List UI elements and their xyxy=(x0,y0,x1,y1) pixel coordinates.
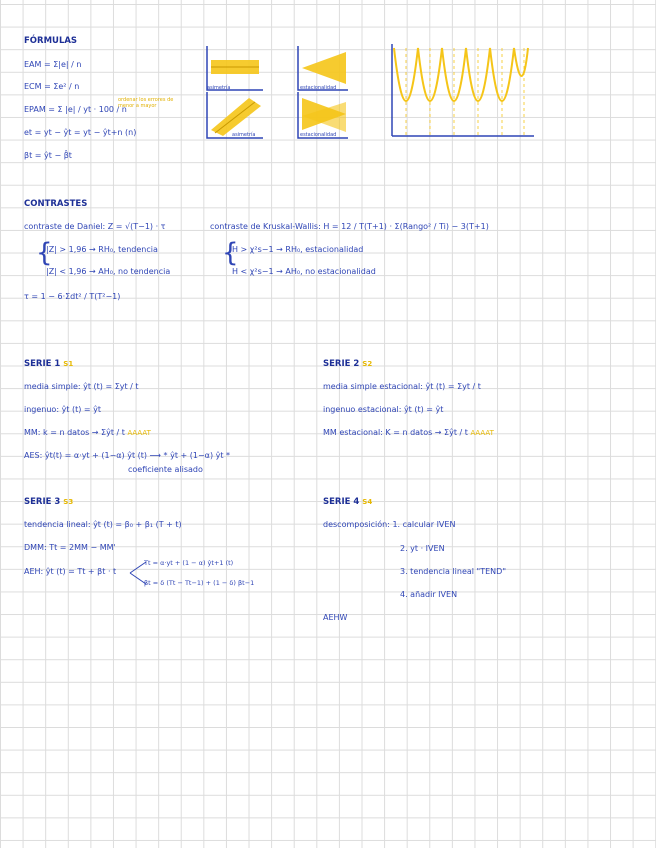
serie4-line4: 4. añadir IVEN xyxy=(400,590,458,599)
formula-epam: EPAM = Σ |e| / yt · 100 / n xyxy=(24,105,127,114)
kruskal-brace: { xyxy=(222,238,239,268)
formula-et: et = yt − ŷt = yt − ŷt+n (n) xyxy=(24,128,137,137)
serie2-tag: S2 xyxy=(362,360,373,368)
serie2-line3-text: MM estacional: K = n datos → Σŷt / t xyxy=(323,428,468,437)
contraste-kruskal: contraste de Kruskal-Wallis: H = 12 / T(T+1) · Σ(Rango² / Ti) − 3(T+1) xyxy=(210,222,489,231)
estacionalidad-label-2: estacionalidad xyxy=(300,132,337,138)
asimetria-label: asimetría xyxy=(207,85,231,91)
daniel-brace: { xyxy=(36,238,53,268)
serie4-tag: S4 xyxy=(362,498,373,506)
asimetria-sketch xyxy=(205,46,265,141)
serie2-line3-tag: AAAAT xyxy=(470,429,494,437)
estacionalidad-label: estacionalidad xyxy=(300,85,337,91)
formula-tau: τ = 1 − 6·Σdt² / T(T²−1) xyxy=(24,292,121,301)
kruskal-case-a: H > χ²s−1 → RH₀, estacionalidad xyxy=(232,245,364,254)
daniel-case-b: |Z| < 1,96 → AH₀, no tendencia xyxy=(46,267,171,276)
serie1-line3 xyxy=(24,428,151,438)
serie3-title xyxy=(24,497,73,507)
serie3-line2: DMM: Tt = 2MM − MM' xyxy=(24,543,116,552)
serie3-line3: AEH: ŷt (t) = Tt + βt · t xyxy=(24,567,117,576)
serie2-title-text: SERIE 2 xyxy=(323,359,360,369)
contraste-daniel: contraste de Daniel: Z = √(T−1) · τ xyxy=(24,222,166,231)
serie2-line3 xyxy=(323,428,494,438)
serie4-line3: 3. tendencia lineal "TEND" xyxy=(400,567,506,576)
wave-sketch xyxy=(388,44,536,140)
serie4-line1: descomposición: 1. calcular IVEN xyxy=(323,520,456,529)
formula-ecm: ECM = Σe² / n xyxy=(24,82,80,91)
asimetria-label-2: asimetría xyxy=(232,132,256,138)
serie3-tag: S3 xyxy=(63,498,74,506)
estacionalidad-sketch xyxy=(296,46,351,141)
contrastes-title: CONTRASTES xyxy=(24,199,88,209)
serie3-line3b: βt = δ (Tt − Tt−1) + (1 − δ) βt−1 xyxy=(144,579,255,587)
serie3-line1: tendencia lineal: ŷt (t) = β₀ + β₁ (T + t) xyxy=(24,520,182,529)
serie4-title xyxy=(323,497,372,507)
formula-bt: βt = ŷt − β̂t xyxy=(24,151,72,160)
serie1-line1: media simple: ŷt (t) = Σyt / t xyxy=(24,382,139,391)
formula-epam-note: ordenar los errores de menor a mayor xyxy=(118,97,174,109)
serie1-tag: S1 xyxy=(63,360,74,368)
serie2-line2: ingenuo estacional: ŷt (t) = ŷt xyxy=(323,405,444,414)
serie1-line5: coeficiente alisado xyxy=(128,465,203,474)
serie4-title-text: SERIE 4 xyxy=(323,497,360,507)
serie2-line1: media simple estacional: ŷt (t) = Σyt / t xyxy=(323,382,481,391)
serie4-line5: AEHW xyxy=(323,613,348,622)
serie3-title-text: SERIE 3 xyxy=(24,497,61,507)
formulas-title: FÓRMULAS xyxy=(24,36,78,46)
serie1-line3-tag: AAAAT xyxy=(127,429,151,437)
serie2-title xyxy=(323,359,372,369)
serie3-line3a: Tt = α·yt + (1 − α) ŷt+1 (t) xyxy=(144,559,234,567)
serie1-title xyxy=(24,359,73,369)
kruskal-case-b: H < χ²s−1 → AH₀, no estacionalidad xyxy=(232,267,376,276)
serie1-line3-text: MM: k = n datos → Σŷt / t xyxy=(24,428,125,437)
formula-eam: EAM = Σ|e| / n xyxy=(24,60,82,69)
serie1-title-text: SERIE 1 xyxy=(24,359,61,369)
daniel-case-a: |Z| > 1,96 → RH₀, tendencia xyxy=(46,245,158,254)
serie1-line4: AES: ŷt(t) = α·yt + (1−α) ŷt (t) ⟶ * ŷt + (1−α) ŷt * xyxy=(24,451,231,460)
serie4-line2: 2. yt · IVEN xyxy=(400,544,445,553)
serie1-line2: ingenuo: ŷt (t) = ŷt xyxy=(24,405,102,414)
